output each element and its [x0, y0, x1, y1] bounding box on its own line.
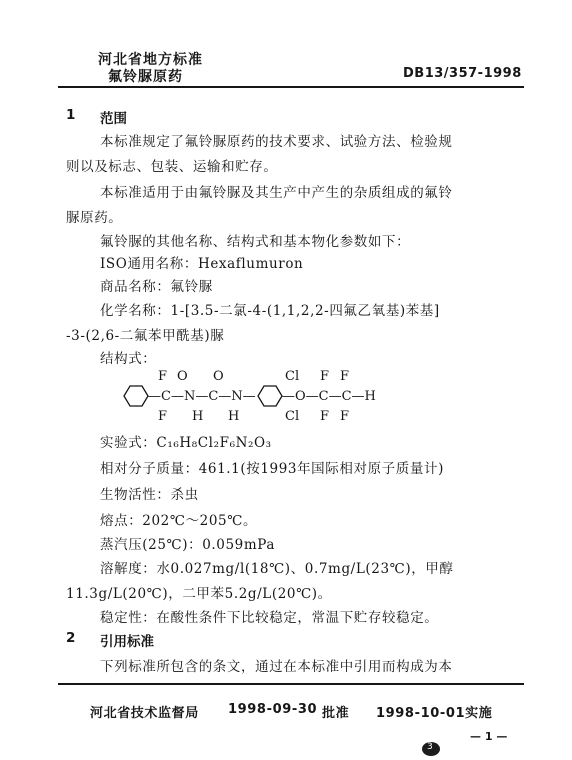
struct-h1: H	[192, 409, 204, 424]
struct-f-bot-left: F	[158, 409, 168, 424]
page-number: — 1 —	[470, 730, 508, 743]
struct-cl-bot: Cl	[285, 409, 300, 424]
struct-chain: —C—N—C—N—	[148, 389, 256, 404]
vapor-pressure: 蒸汽压(25℃)：0.059mPa	[100, 537, 275, 553]
struct-f-b: F	[340, 369, 350, 384]
chemical-name-line-1: 化学名称：1-[3.5-二氯-4-(1,1,2,2-四氟乙氧基)苯基]	[100, 303, 440, 319]
chemical-name-line-2: -3-(2,6-二氟苯甲酰基)脲	[66, 328, 225, 344]
section-2-paragraph: 下列标准所包含的条文，通过在本标准中引用而构成为本	[100, 659, 453, 675]
benzene-ring-left	[124, 386, 148, 406]
paragraph-3: 氟铃脲的其他名称、结构式和基本物化参数如下：	[100, 234, 411, 250]
solubility-line-1: 溶解度：水0.027mg/l(18℃)、0.7mg/L(23℃)，甲醇	[100, 561, 454, 577]
footer-issuer: 河北省技术监督局	[90, 706, 199, 721]
footer-approve: 批准	[322, 706, 350, 721]
trade-name: 商品名称：氟铃脲	[100, 279, 213, 295]
paragraph-1-line-2: 则以及标志、包装、运输和贮存。	[66, 159, 278, 175]
molecular-weight: 相对分子质量：461.1(按1993年国际相对原子质量计)	[100, 461, 444, 477]
page-stamp	[422, 742, 440, 756]
struct-f-c: F	[320, 409, 330, 424]
struct-o2: O	[213, 369, 224, 384]
struct-cl-top: Cl	[285, 369, 300, 384]
footer-effective-date: 1998-10-01实施	[376, 706, 493, 721]
section-2-number: 2	[66, 630, 76, 646]
melting-point: 熔点：202℃～205℃。	[100, 513, 258, 529]
struct-f-d: F	[340, 409, 350, 424]
section-2-title: 引用标准	[100, 634, 154, 650]
document-title: 氟铃脲原药	[108, 69, 183, 85]
solubility-line-2: 11.3g/L(20℃)，二甲苯5.2g/L(20℃)。	[66, 586, 332, 602]
struct-f-a: F	[320, 369, 330, 384]
structural-formula	[100, 366, 400, 424]
biological-activity: 生物活性：杀虫	[100, 487, 199, 503]
section-1-title: 范围	[100, 111, 127, 127]
benzene-ring-right	[258, 386, 282, 406]
footer-issue-date: 1998-09-30	[228, 702, 318, 717]
struct-f-top-left: F	[158, 369, 168, 384]
standard-number: DB13/357-1998	[403, 66, 522, 81]
issuer-region-title: 河北省地方标准	[98, 52, 203, 68]
struct-ocfc: —O—C—C—H	[282, 389, 376, 404]
structure-label: 结构式：	[100, 351, 157, 367]
empirical-formula: 实验式：C₁₆H₈Cl₂F₆N₂O₃	[100, 435, 272, 451]
header-rule	[58, 86, 524, 88]
stability: 稳定性：在酸性条件下比较稳定，常温下贮存较稳定。	[100, 610, 439, 626]
paragraph-2-line-2: 脲原药。	[66, 210, 123, 226]
iso-name: ISO通用名称：Hexaflumuron	[100, 256, 304, 272]
paragraph-1-line-1: 本标准规定了氟铃脲原药的技术要求、试验方法、检验规	[100, 134, 453, 150]
paragraph-2-line-1: 本标准适用于由氟铃脲及其生产中产生的杂质组成的氟铃	[100, 185, 453, 201]
struct-o1: O	[177, 369, 188, 384]
section-1-number: 1	[66, 107, 76, 123]
footer-rule	[58, 683, 524, 685]
page-stamp-label: 3	[427, 742, 433, 752]
struct-h2: H	[228, 409, 240, 424]
